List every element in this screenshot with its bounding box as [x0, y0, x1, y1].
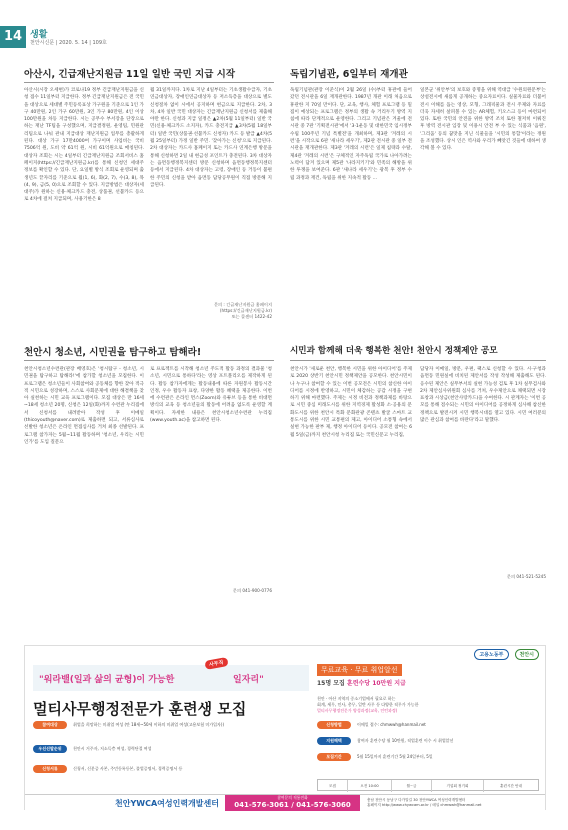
info-label: 신청방법 [317, 721, 351, 729]
article-body-asan-col2: 월 31일까지다. 1차로 지난 4일부터는 기초생활수급자, 기초연금대상자, 장애인연금대상자 등 저소득층을 대상으로 별도 신청절차 없이 시에서 공지하며 현금으로 지급한다. 2차, 3차, 4차 일반 국민 대상자는 긴급재난지원금 신청서를 제출해야만 한다. 신청과 지급 일정은 ▲2차(5월 11일부터) 일반 국민(신용·체크카드 소지자), 카드 충전지급 ▲3차(5월 18일부터) 일반 국민(상품권·선불카드 신청자) 카드 등 발급 ▲4차(5월 25일부터) 가정 일반 주민. '찾아가는 신청'으로 지급된다. 2차 대상자는 카드사 홈페이지 또는 카드사 연계은행 방문을 통해 신청하면 2일 내 현금성 포인트가 충전된다. 3차 대상자는 읍면동행정복지센터 방문 신청하며 읍면동행정복지센터 등에서 지급된다. 4차 대상자는 고령, 장애인 등 거동이 불편한 주민의 신청을 받아 읍면동 담당공무원이 직접 방문해 지급된다. [150, 88, 272, 188]
info-value: 천안시 거주자, 저소득층 여성, 경력단절 여성 [73, 746, 152, 751]
schedule-cell: 훈련시간 안내 [500, 783, 522, 788]
article-body-policy-col2: 담당자 이메일, 방문, 우편, 팩스로 신청할 수 있다. 시·구청과 읍면동 민원실에 비치된 제안서를 작성 작성해 제출해도 된다. 응수된 제안은 실무부서의 실현 가능성 검토 후 1차 실무검사와 2차 제안심사위원회 심사를 거쳐, 우수제안으로 채택되면 시장 표창과 시상금(천안사랑카드)을 수여한다. 시 관계자는 '이번 공모를 통해 점수되는 시민의 아이디어를 공정하게 심사해 참신한 정책으로 발전시켜 시민 행복시대를 열고 있다. 시민 여러분의 많은 관심과 참여를 바란다'라고 말했다. [420, 367, 546, 424]
recruitment-ad [24, 645, 546, 810]
info-value: 신청서, 신분증 사본, 주민등록등본, 졸업증명서, 경력증명서 등 [73, 766, 183, 771]
contact-label: 참여문의 직통전화 [277, 795, 308, 800]
course-allowance: 훈련수당 10만원 지급 [346, 680, 406, 687]
ad-logos [25, 646, 545, 662]
ad-footer [25, 794, 545, 810]
ad-banner [33, 659, 309, 691]
info-value: 이메일 접수: chmwwh@hanmail.net [357, 722, 426, 727]
schedule-cell: 월~금 [392, 780, 432, 792]
article-credit: 문의 041-900-0776 [232, 588, 272, 593]
article-title-youth: 천안시 청소년, 시민권을 탐구하고 탐해라! [24, 347, 202, 358]
info-label: 우선선발순위 [33, 745, 67, 753]
article-body-youth-col1: 천안시청소년수련관(관장 배영호)은 '청시탐구 - 청소년, 시민권을 탐구하고 탐해라!'에 참가할 청소년을 모집한다. 이 프로그램은 청소년들이 사회참여와 공동체를 향한 찾아 적극적 시민으로 성장하며, 스스로 사회문제에 대한 해결책을 찾아 실천하는 시민 교육 프로그램이다. 모집 대상은 만 16세~18세 청소년 20명, 신청은 12일(화)까지 수련관 누리집에서 신청서를 내려받아 작성 후 이메일(thicoyouth@naver.com)로 제출하면 되고, 서류심사로 선발한 청소년은 온라인 면접심사를 거쳐 최종 선발된다. 프로그램 참가자는 5월~11월 활동하며 '청소년, 우리는 시민인가'를 도입 질문으 [24, 367, 144, 445]
article-body-policy-col1: 천안시가 '새로운 천안, 행복한 시민을 위한 아이디어'를 주제로 2020 상반기 천안시민 정책제안을 공모한다. 천안시민이나 누구나 참여할 수 있는 이번 공모전은 시민의 참신한 아이디어를 시정에 반영하고, 시민이 체감하는 공감 시정을 구현하기 위해 마련했다. 주제는 시정 비전과 정책과제를 바탕으로 시민 중심 미래도시를 위한 지역경제 활성화 소·공용의 문화도시를 위한 천안시 특화 문화관광 콘텐츠 발굴 스마트 교통도시를 위한 시민 교통편의 제고, 아이디어 소통형 속에서 실현 가능한 판부 제, 행정 아이디어 등이다. 공모전 참여는 6월 5일(금)까지 천안시청 누리집 또는 국민신문고 누리집, [290, 367, 412, 438]
info-label: 신청서류 [33, 765, 67, 773]
info-label: 지원혜택 [317, 737, 351, 745]
page-header [0, 0, 568, 46]
issue-info: 천안시신문 | 2020. 5. 14 | 109호 [30, 40, 107, 46]
article-title-policy: 시민과 함께해 더욱 행복한 천안! 천안시 정책제안 공모 [290, 346, 498, 356]
contact-phone: 041-576-3061 / 041-576-3060 [234, 801, 351, 809]
info-value: 참여자 훈련수당 월 10만원, 직업훈련 이수 시 취업알선 [357, 738, 454, 743]
contact-box [225, 795, 360, 811]
ad-title: 멀티사무행정전문가 훈련생 모집 [33, 700, 247, 718]
article-title-independence-hall: 독립기념관, 6일부터 재개관 [290, 69, 408, 80]
schedule-table [317, 779, 539, 791]
city-logo: 천안시 [515, 649, 540, 660]
article-title-asan: 아산시, 긴급재난지원금 11일 일반 국민 지급 시작 [24, 69, 236, 80]
banner-badge: 사무직 [204, 657, 228, 670]
center-logo: 천안YWCA여성인력개발센터 [115, 799, 219, 808]
ad-description [317, 696, 539, 714]
ad-info-left [33, 720, 309, 792]
info-label: 참여대상 [33, 721, 67, 729]
info-row [317, 720, 426, 730]
info-row [33, 744, 151, 754]
ministry-logo: 고용노동부 [474, 649, 508, 660]
free-badge: 무료교육 · 무료 취업알선 [317, 664, 402, 676]
info-row [317, 752, 433, 762]
desc-line: 천안 · 아산 지역의 중소기업에서 필요로 하는 [317, 696, 396, 701]
info-label: 모집기간 [317, 753, 351, 761]
info-row [33, 764, 182, 774]
article-body-asan-col1: 아산시(시장 오세현)가 코로나19 정부 긴급재난지원금을 신청 접수 11일부터 지급한다. 정부 긴급재난지원금은 전 국민을 대상으로 세대별 주민등록표상 가구원을 기준으로 1인 가구 40만원, 2인 가구 60만원, 3인 가구 80만원, 4인 이상 100만원을 차등 지급한다. 시는 공무수 부서장을 단장으로 하는 재난 TF팀을 구성했으며, 지급결정원, 운영팀, 민원관리팀으로 나눠 관내 지급대상 재난지원금 업무를 총괄하게 된다. 대상 가구 17만4000여 가구이며 사업비는 국비 7506억 원, 도비 약 61억 원, 시비 61억원으로 매칭된다. 대상자 조회는 시는 4일부터 긴급재난지원금 조회서비스 홈페이지(https://긴급재난지원금.kr)를 통해 신청인 세대주 정보를 확인할 수 있다. 단, 요일별 방식 조회로 운영되며 출생년도 끝자리를 기준으로 월(1, 6), 화(2, 7), 수(3, 8), 목(4, 9), 금(5, 0)으로 조회할 수 있다. 지급방법은 대상자(세대주)가 원하는 신용·체크카드 충전, 상품권, 선불카드 등으로 4차에 걸쳐 지급되며, 사용기한은 8 [24, 88, 144, 203]
desc-line: 멀티사무행정전문가 양성과정(교육, 인턴과정) [317, 708, 398, 713]
schedule-cell: 기업회 정기회 [432, 780, 484, 792]
page-number: 14 [0, 26, 26, 48]
info-row [317, 736, 453, 746]
section-label: 생활 [30, 30, 48, 40]
info-value: 5월 15일까지 훈련기간 5월 24일부터, 5일 [357, 754, 433, 759]
article-credit: 문의 041-521-5245 [506, 574, 546, 579]
article-body-hall-col2: 일본군 '위안부'의 보호와 증명을 위해 역대급 '수원의원문부'는 상설전시에 새롭게 공개하는 중요자료이다. 실물자료와 더불어 전시 이해를 돕는 영상, 모형, 그래픽물과 전시 주제와 자료를 더욱 자세히 살펴볼 수 있는 AR체험, 키오스크 등이 마련되어 있다. 또한 국민의 안전을 위한 방역 조치 또한 철저히 이뤄진 후 방역 전시관 입장 및 이용시 안전 부 수 있는 식품과 '음원', '그리움' 등의 꿈맛을 지닌 식물들을 '시민의 통합'이라는 정원을 조성했다. 상시 인은 역사와 우리가 빼앗긴 것들에 대하여 생각해 볼 수 있다. [420, 88, 546, 152]
divider [290, 82, 546, 83]
divider [24, 82, 274, 83]
schedule-cell: 오전 10:00 [348, 780, 392, 792]
article-credit: 문의 : 긴급재난지원금 홈페이지 [214, 302, 272, 307]
center-address [367, 798, 542, 808]
divider [290, 360, 546, 361]
address-line: 충남 천안시 동남구 다가말길 30 천안YWCA 여성인력개발센터 [367, 798, 466, 802]
desc-line: 회계, 세무, 인사, 총무, 일반 사무 등 다양한 직무가 가능한 [317, 702, 419, 707]
banner-right: 일자리" [233, 675, 264, 685]
article-body-hall-col1: 독립기념관(관장 이준식)이 2월 26일 (수)부터 휴관에 들어갔던 전시관을 6일 재개관한다. 1987년 개관 이래 처음으로 휴관한 지 70일 만이다. 단, 교육, 행사, 체험 프로그램 등 밀집이 예상되는 프로그램은 정부의 생활 속 거리두기 방역 지침에 따라 단계적으로 운영한다. 그리고 기념관은 겨울에 전시관 중 7관 '기획전시관'에서 '3·1운동 및 대한민국 임시정부 수립 100주년 기념 특별전'을 개최하며, 제3관 '겨레의 시련'을 시작으로 6관 '새나라 세우기', 제2관 전시관 중 일부 전시관을 재개관한다. 제3관 '겨레의 시련'은 일제 침략과 수탈, 제4관 '겨레의 시련'은 구체적인 자주독립 국가로 나아가려는 노력이 담겨 있으며 제5관 '나라지키기'와 민족의 해방을 위한 투쟁을 보여준다. 6관 '새나라 세우기'는 광복 후 정부 수립 과정과 재건, 독립을 위한 지속적 활동 ... [290, 88, 412, 181]
banner-left: "워라밸(일과 삶의 균형)이 가능한 [39, 675, 175, 685]
course-count: 15명 모집 [317, 680, 345, 687]
info-row [33, 720, 224, 730]
article-credit-phone: 또는 콜센터 1422-42 [231, 314, 272, 319]
divider [24, 360, 274, 361]
homepage-line: 홈페이지 http://www.chywcam.or.kr / 메일 chmwwh@hanmail.net [367, 803, 482, 807]
info-value: 취업을 희망하는 미취업 여성 (만 18세~50세 이하의 미취업 여성(고용보험 미가입자)) [73, 722, 224, 727]
course-box [317, 664, 537, 692]
ad-info-right [317, 720, 539, 776]
article-credit-url: (https://긴급재난지원금.kr) [219, 308, 272, 313]
course-info [317, 678, 406, 687]
schedule-cell: 모집 [318, 780, 348, 792]
article-body-youth-col2: 로 프로젝트를 시작해 청소년 주도적 활동 과정의 결과물 '청소년, 시민으로 통하다'라는 영상 포트폴리오를 제작하게 된다. 활동 참가자에게는 활동내용에 따른 자원봉사 활동시간 인정, 우수 활동자 표창, 다양한 활동 혜택을 제공한다. 이번에 수련관은 온라인 면스(Zoom)와 유튜브 등을 통한 비대면 방식의 교육 등 청소년들의 활동에 어려움 없도록 운영할 계획이다. 자세한 내용은 천안시청소년수련관 누리집(www.youth.ac)을 참고하면 된다. [150, 367, 272, 424]
